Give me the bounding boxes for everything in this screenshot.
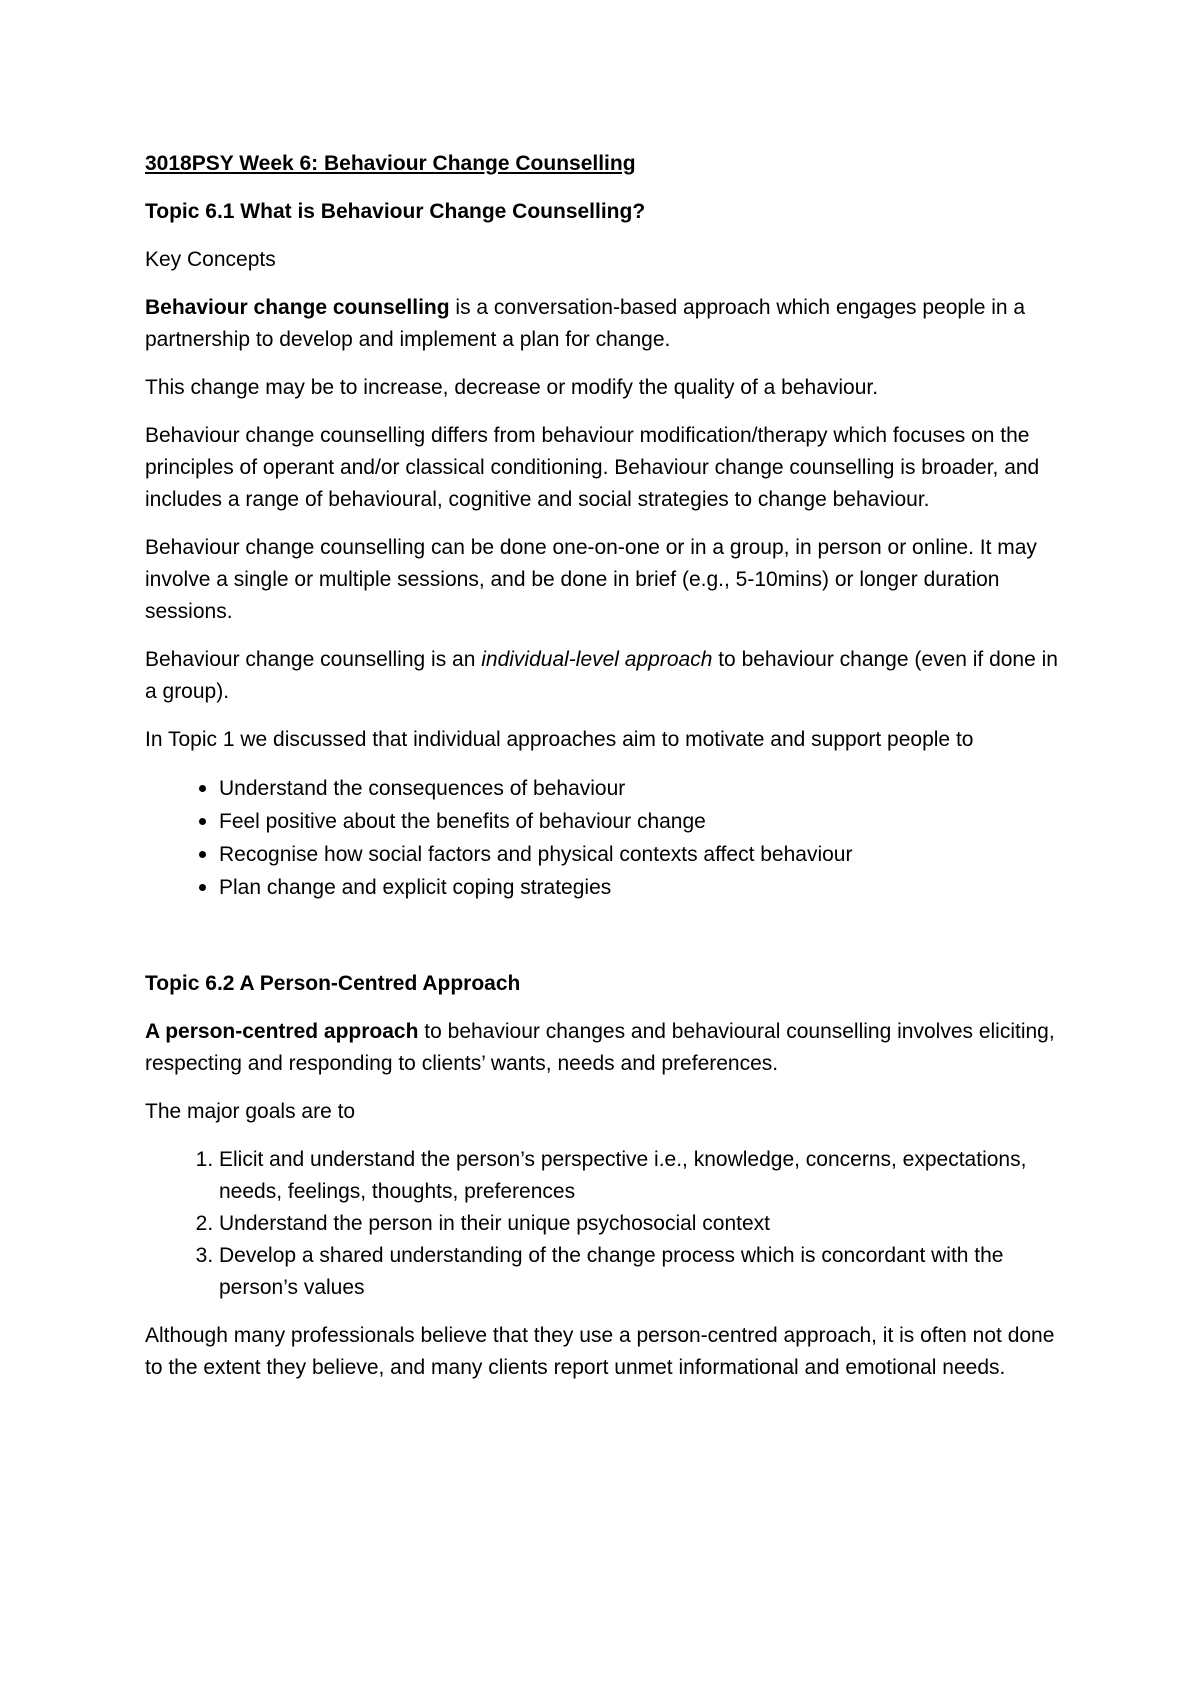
section-spacer [145, 920, 1075, 968]
individual-level-paragraph [145, 644, 1075, 708]
topic-6-1-heading: Topic 6.1 What is Behaviour Change Counselling? [145, 200, 646, 223]
key-concepts-label: Key Concepts [145, 248, 276, 271]
definition-paragraph [145, 292, 1075, 356]
list-item: • Feel positive about the benefits of behaviour change [219, 805, 1075, 838]
topic-6-2-heading: Topic 6.2 A Person-Centred Approach [145, 972, 521, 995]
differs-paragraph: Behaviour change counselling differs from behaviour modification/therapy which focuses on the principles of operant and/or classical conditioning. Behaviour change counselling is broader, and includes a range of behavioural, cognitive and social strategies to change behaviour. [145, 424, 1040, 511]
document-page [145, 148, 1075, 1400]
document-title: 3018PSY Week 6: Behaviour Change Counselling [145, 152, 636, 175]
delivery-paragraph: Behaviour change counselling can be done one-on-one or in a group, in person or online. It may involve a single or multiple sessions, and be done in brief (e.g., 5-10mins) or longer duration sessions. [145, 536, 1037, 623]
definition-term: Behaviour change counselling [145, 296, 450, 319]
person-centred-paragraph [145, 1016, 1075, 1080]
person-centred-text: to behaviour changes and behavioural counselling involves eliciting, respecting and responding to clients’ wants, needs and preferences. [145, 1020, 1055, 1075]
goals-numbered-list [145, 1144, 1075, 1304]
change-types-paragraph: This change may be to increase, decrease or modify the quality of a behaviour. [145, 376, 879, 399]
goals-intro-paragraph: The major goals are to [145, 1100, 356, 1123]
topic1-intro-paragraph: In Topic 1 we discussed that individual approaches aim to motivate and support people to [145, 728, 974, 751]
list-item: • Plan change and explicit coping strategies [219, 871, 1075, 904]
list-item: 2. Understand the person in their unique psychosocial context [219, 1208, 1075, 1240]
individual-level-start: Behaviour change counselling is an [145, 648, 482, 671]
closing-paragraph: Although many professionals believe that they use a person-centred approach, it is often not done to the extent they believe, and many clients report unmet informational and emotional needs. [145, 1324, 1055, 1379]
individual-level-emphasis: individual-level approach [481, 648, 713, 671]
aims-bullet-list [145, 772, 1075, 904]
list-item: • Understand the consequences of behaviour [219, 772, 1075, 805]
list-item: 1. Elicit and understand the person’s perspective i.e., knowledge, concerns, expectations, needs, feelings, thoughts, preferences [219, 1144, 1075, 1208]
individual-level-end: to behaviour change (even if done in a group). [145, 648, 1058, 703]
definition-text: is a conversation-based approach which engages people in a partnership to develop and implement a plan for change. [145, 296, 1026, 351]
list-item: 3. Develop a shared understanding of the change process which is concordant with the person’s values [219, 1240, 1075, 1304]
list-item: • Recognise how social factors and physical contexts affect behaviour [219, 838, 1075, 871]
person-centred-term: A person-centred approach [145, 1020, 419, 1043]
